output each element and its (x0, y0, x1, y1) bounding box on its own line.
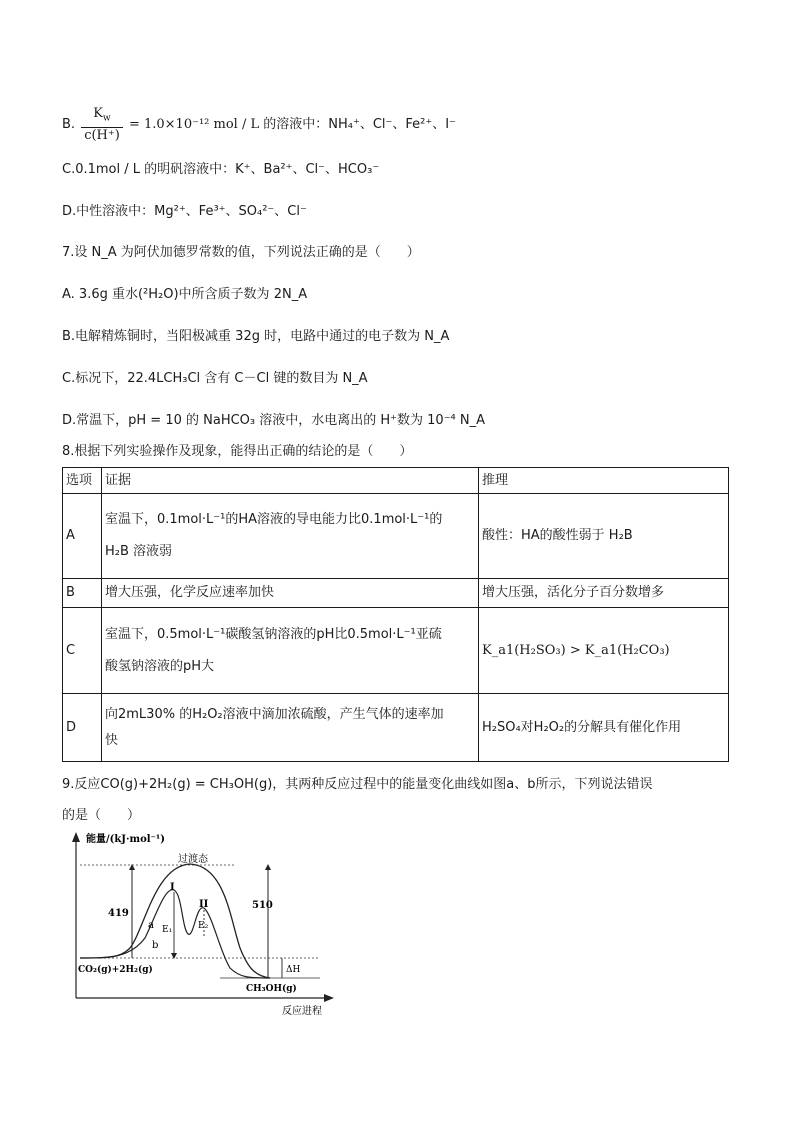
ts-label: 过渡态 (178, 854, 208, 865)
kw-fraction: $\frac{K_w}{c(H^+)}$ (81, 106, 123, 143)
value-510: 510 (252, 900, 273, 911)
table-row (63, 694, 729, 762)
row-evidence: 室温下，0.5mol·L⁻¹碳酸氢钠溶液的pH比0.5mol·L⁻¹亚硫 酸氢钠溶液的pH大 (102, 608, 479, 694)
peak-1-label: I (170, 882, 175, 893)
q7-stem: 7.设 N_A 为阿伏加德罗常数的值，下列说法正确的是（ ） (62, 245, 420, 260)
q7-option-a: A. 3.6g 重水(²H₂O)中所含质子数为 2N_A (62, 287, 308, 302)
row-reason: H₂SO₄对H₂O₂的分解具有催化作用 (479, 694, 729, 762)
table-row (63, 608, 729, 694)
q7-option-c: C.标况下，22.4LCH₃Cl 含有 C－Cl 键的数目为 N_A (62, 371, 368, 386)
q9-stem: 9.反应CO(g)+2H₂(g) = CH₃OH(g)，其两种反应过程中的能量变化曲线如图a、b所示，下列说法错误 (62, 777, 653, 792)
curve-a (80, 864, 270, 978)
q8-table (62, 467, 729, 762)
row-option: C (63, 608, 102, 694)
row-option: A (63, 494, 102, 579)
peak-2-label: II (199, 899, 209, 910)
q6-option-b: B. $\frac{K_w}{c(H^+)}$ = 1.0×10⁻¹² mol / L 的溶液中：NH₄⁺、Cl⁻、Fe²⁺、I⁻ (62, 106, 456, 143)
row-evidence: 室温下，0.1mol·L⁻¹的HA溶液的导电能力比0.1mol·L⁻¹的 H₂B 溶液弱 (102, 494, 479, 579)
q7-option-b: B.电解精炼铜时，当阳极减重 32g 时，电路中通过的电子数为 N_A (62, 329, 450, 344)
curve-b-label: b (152, 940, 159, 951)
row-reason: 酸性：HA的酸性弱于 H₂B (479, 494, 729, 579)
header-evidence: 证据 (102, 468, 479, 494)
row-option: B (63, 579, 102, 608)
q7-option-d: D.常温下，pH = 10 的 NaHCO₃ 溶液中，水电离出的 H⁺数为 10⁻⁴ N_A (62, 413, 486, 428)
energy-diagram (70, 828, 340, 1018)
dh-label: ΔH (286, 965, 301, 975)
curve-a-label: a (148, 920, 154, 931)
reactant-label: CO₂(g)+2H₂(g) (78, 965, 153, 975)
table-row (63, 494, 729, 579)
e1-label: E₁ (162, 925, 173, 935)
row-evidence: 增大压强，化学反应速率加快 (102, 579, 479, 608)
q8-stem: 8.根据下列实验操作及现象，能得出正确的结论的是（ ） (62, 444, 413, 459)
product-label: CH₃OH(g) (246, 984, 297, 994)
x-axis-label: 反应进程 (282, 1006, 322, 1017)
e2-label: E₂ (198, 921, 209, 931)
row-option: D (63, 694, 102, 762)
row-reason: 增大压强，活化分子百分数增多 (479, 579, 729, 608)
q6-option-d: D.中性溶液中：Mg²⁺、Fe³⁺、SO₄²⁻、Cl⁻ (62, 204, 307, 219)
q6-option-c: C.0.1mol / L 的明矾溶液中：K⁺、Ba²⁺、Cl⁻、HCO₃⁻ (62, 162, 380, 177)
table-row (63, 579, 729, 608)
y-axis-arrow (72, 832, 80, 842)
table-header-row (63, 468, 729, 494)
y-axis-label: 能量/(kJ·mol⁻¹) (86, 834, 165, 845)
header-reason: 推理 (479, 468, 729, 494)
value-419: 419 (108, 908, 129, 919)
arrow-510-head (265, 864, 271, 870)
row-evidence: 向2mL30% 的H₂O₂溶液中滴加浓硫酸，产生气体的速率加 快 (102, 694, 479, 762)
x-axis-arrow (324, 994, 334, 1002)
q9-stem-cont: 的是（ ） (62, 808, 141, 823)
row-reason: K_a1(H₂SO₃) > K_a1(H₂CO₃) (479, 608, 729, 694)
header-option: 选项 (63, 468, 102, 494)
